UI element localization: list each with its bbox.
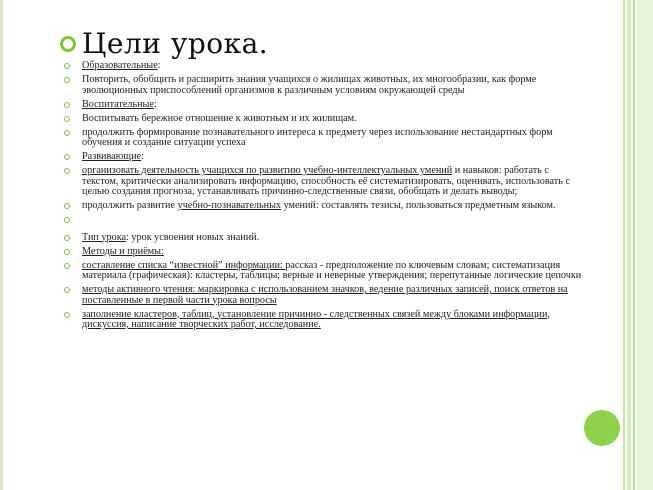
circle-bullet-icon bbox=[64, 203, 70, 209]
item-underlined-text: учебно-познавательных bbox=[177, 200, 282, 211]
item-underlined-text: Развивающие bbox=[82, 151, 142, 162]
list-item bbox=[62, 114, 584, 125]
right-decorative-stripes bbox=[623, 0, 653, 490]
list-item bbox=[62, 75, 584, 96]
bullet-list bbox=[62, 61, 584, 334]
circle-bullet-icon bbox=[64, 63, 70, 69]
list-item bbox=[62, 285, 584, 306]
circle-bullet-icon bbox=[64, 217, 70, 223]
stripe bbox=[623, 0, 625, 490]
circle-bullet-icon bbox=[64, 116, 70, 122]
item-text: продолжить формирование познавательного интереса к предмету через использование нестандартных форм обучения и создание ситуации успеха bbox=[82, 126, 553, 148]
item-text: Повторить, обобщить и расширить знания учащихся о жилищах животных, их многообразии, как форме эволюционных приспособлений организмов к различным условиям окружающей среды bbox=[82, 74, 537, 96]
title-row bbox=[60, 27, 268, 61]
left-border bbox=[0, 0, 3, 490]
item-text: Воспитывать бережное отношение к животным и их жилищам. bbox=[82, 112, 357, 124]
list-item bbox=[62, 152, 584, 163]
circle-bullet-icon bbox=[64, 312, 70, 318]
stripe bbox=[637, 0, 653, 490]
item-text: : bbox=[157, 60, 161, 71]
circle-bullet-icon bbox=[64, 102, 70, 108]
circle-bullet-icon bbox=[64, 77, 70, 83]
item-text: : bbox=[153, 98, 157, 110]
decorative-green-circle bbox=[584, 410, 620, 446]
list-item bbox=[62, 201, 584, 212]
item-underlined-text: Методы и приёмы: bbox=[82, 245, 164, 257]
item-underlined-text: заполнение кластеров, таблиц, установление причинно - следственных связей между блоками информации, дискуссия, написание творческих работ, исследование. bbox=[82, 308, 550, 330]
list-item bbox=[62, 310, 584, 331]
list-item bbox=[62, 128, 584, 149]
circle-bullet-icon bbox=[64, 154, 70, 160]
list-item bbox=[62, 261, 584, 282]
circle-bullet-icon bbox=[64, 130, 70, 136]
item-text: умений: составлять тезисы, пользоваться предметным языком. bbox=[281, 200, 556, 211]
item-text: : урок усвоения новых знаний. bbox=[126, 231, 260, 243]
item-text: рассказ - предположение по ключевым словам; систематизация материала (графическая): кластеры, таблицы; верные и неверные утверждения; перепутанные логические цепочки bbox=[82, 259, 582, 281]
item-text: продолжить развитие bbox=[82, 200, 178, 211]
item-underlined-text: составление списка “известной” информации: bbox=[82, 259, 286, 271]
item-underlined-text: Воспитательные bbox=[82, 98, 154, 110]
item-text: и навыков: работать с текстом, критически анализировать информацию, способность её систематизировать, оценивать, использовать с целью создания прогноза, устанавливать причинно-следственные связи, обобщать и делать выводы; bbox=[82, 165, 570, 197]
item-underlined-text: Образовательные bbox=[82, 60, 158, 71]
circle-bullet-icon bbox=[60, 36, 76, 52]
list-item bbox=[62, 61, 584, 72]
item-underlined-text: организовать деятельность учащихся по развитию учебно-интеллектуальных умений bbox=[82, 165, 453, 176]
item-text: : bbox=[141, 151, 144, 162]
item-underlined-text: методы активного чтения: маркировка с использованием значков, ведение различных записей, поиск ответов на поставленные в первой части урока вопросы bbox=[82, 284, 568, 306]
stripe bbox=[633, 0, 635, 490]
circle-bullet-icon bbox=[64, 287, 70, 293]
list-item bbox=[62, 100, 584, 111]
list-item bbox=[62, 247, 584, 258]
circle-bullet-icon bbox=[64, 235, 70, 241]
stripe bbox=[627, 0, 631, 490]
circle-bullet-icon bbox=[64, 168, 70, 174]
list-item bbox=[62, 233, 584, 244]
slide-title: Цели урока. bbox=[82, 27, 269, 60]
list-item bbox=[62, 166, 584, 198]
circle-bullet-icon bbox=[64, 263, 70, 269]
circle-bullet-icon bbox=[64, 249, 70, 255]
list-item bbox=[62, 215, 584, 229]
item-underlined-text: Тип урока bbox=[82, 231, 127, 243]
